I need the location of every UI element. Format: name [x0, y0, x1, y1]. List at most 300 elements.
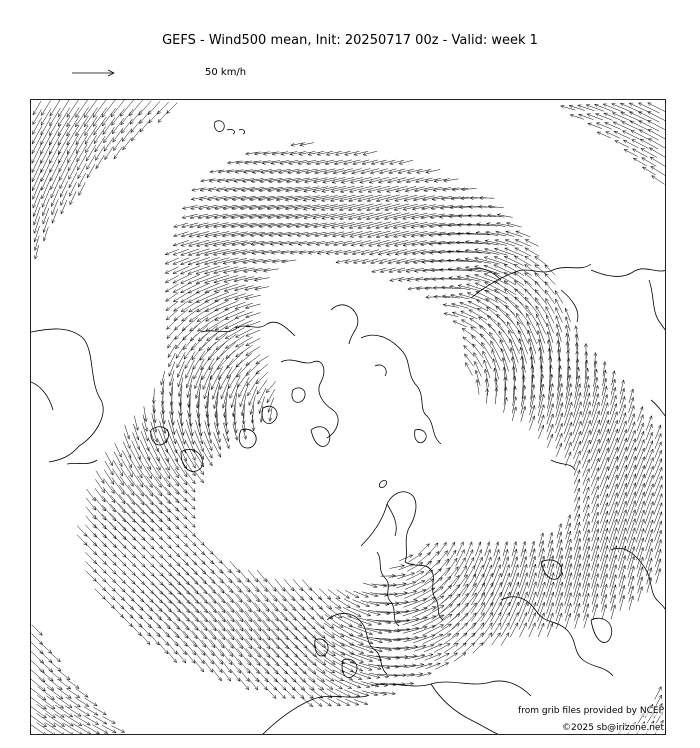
wind-vector: [290, 612, 306, 629]
wind-vector: [335, 689, 350, 697]
wind-vector: [31, 677, 46, 691]
wind-vector: [149, 111, 160, 123]
wind-vector: [377, 186, 398, 192]
wind-vector: [146, 495, 162, 513]
wind-vector: [583, 487, 589, 503]
wind-vector: [525, 248, 539, 256]
wind-vector: [637, 557, 643, 577]
wind-vector-head: [652, 176, 656, 179]
wind-vector-head: [329, 686, 333, 689]
wind-vector: [165, 284, 178, 292]
wind-vector: [515, 240, 530, 247]
wind-vector-head: [86, 157, 89, 161]
wind-vector: [641, 148, 657, 157]
wind-vector: [510, 602, 519, 622]
wind-vector: [245, 602, 260, 621]
wind-vector-head: [84, 694, 88, 697]
wind-vector: [473, 643, 483, 654]
wind-vector-head: [52, 723, 56, 726]
wind-vector-head: [248, 392, 251, 396]
wind-vector: [538, 415, 544, 431]
wind-vector-head: [76, 150, 79, 154]
wind-vector-head: [328, 703, 332, 706]
wind-vector: [212, 669, 221, 681]
wind-vector: [268, 398, 273, 413]
wind-vector: [628, 406, 634, 423]
wind-vector: [601, 584, 606, 604]
wind-vector-head: [175, 466, 178, 470]
wind-vector: [309, 605, 324, 619]
wind-vector: [272, 620, 289, 640]
wind-vector: [465, 354, 474, 366]
wind-vector: [282, 604, 296, 621]
wind-vector: [77, 144, 87, 162]
wind-vector: [642, 158, 657, 167]
wind-vector: [174, 309, 188, 320]
wind-vector: [596, 114, 613, 121]
wind-vector: [435, 663, 448, 669]
wind-vector: [444, 567, 459, 586]
wind-vector: [515, 248, 531, 256]
wind-vector: [645, 441, 652, 460]
wind-vector: [592, 495, 599, 513]
wind-vector: [110, 513, 126, 531]
wind-vector: [209, 620, 225, 639]
wind-vector-head: [418, 554, 422, 557]
wind-vector: [592, 477, 599, 495]
wind-vector: [592, 512, 598, 532]
wind-vector: [586, 105, 604, 111]
wind-vector: [104, 478, 115, 493]
wind-vector: [516, 231, 530, 237]
wind-vector: [155, 514, 170, 530]
wind-vector: [565, 547, 571, 569]
wind-vector: [600, 503, 607, 524]
wind-vector: [147, 604, 162, 620]
wind-vector-head: [651, 166, 655, 169]
wind-vector: [610, 404, 617, 425]
wind-vector: [502, 549, 507, 566]
wind-vector-head: [167, 475, 170, 479]
wind-vector-head: [546, 298, 549, 302]
wind-vector-head: [225, 345, 229, 348]
wind-vector: [350, 617, 371, 625]
wind-vector: [209, 179, 225, 181]
wind-vector: [92, 725, 108, 734]
wind-vector-head: [454, 643, 458, 646]
wind-vector: [529, 623, 535, 637]
wind-vector: [301, 697, 312, 706]
wind-vector-head: [110, 471, 113, 475]
wind-vector: [290, 668, 305, 682]
wind-vector-head: [184, 473, 187, 477]
wind-vector: [298, 658, 316, 673]
wind-vector-head: [43, 732, 47, 735]
wind-vector: [174, 622, 188, 639]
wind-vector-head: [76, 694, 80, 697]
wind-vector: [221, 669, 231, 681]
wind-vector: [185, 351, 195, 368]
wind-vectors: [31, 100, 666, 735]
wind-vector: [652, 176, 665, 185]
wind-vector: [164, 603, 180, 621]
wind-vector: [264, 658, 278, 674]
wind-vector: [77, 526, 87, 537]
wind-vector-head: [70, 723, 74, 726]
wind-vector: [477, 380, 479, 395]
wind-vector-head: [236, 344, 240, 347]
wind-vector: [583, 496, 589, 512]
wind-vector-head: [79, 732, 83, 735]
wind-vector: [194, 660, 203, 672]
wind-vector: [133, 432, 140, 449]
wind-vector: [177, 352, 185, 368]
wind-vector: [114, 451, 122, 466]
wind-vector: [263, 611, 279, 630]
wind-vector: [556, 613, 561, 629]
wind-vector: [556, 592, 563, 613]
wind-vector: [575, 497, 580, 511]
wind-vector-head: [202, 376, 205, 380]
wind-vector: [201, 569, 215, 584]
wind-vector: [574, 603, 579, 620]
wind-vector-head: [498, 613, 501, 617]
wind-vector: [83, 716, 98, 725]
wind-vector: [76, 125, 88, 144]
wind-vector-head: [149, 484, 152, 488]
wind-vector-head: [462, 328, 466, 331]
wind-vector: [31, 704, 47, 718]
wind-vector: [181, 258, 200, 265]
wind-vector: [519, 613, 527, 630]
wind-vector: [136, 513, 154, 532]
wind-vector: [445, 558, 457, 576]
wind-vector-head: [60, 714, 64, 717]
wind-vector: [204, 452, 212, 466]
wind-vector: [121, 459, 132, 477]
wind-vector: [413, 635, 435, 643]
wind-vector: [200, 621, 215, 640]
wind-vector: [188, 283, 210, 293]
wind-vector: [280, 242, 299, 245]
wind-vector: [239, 678, 249, 690]
wind-vector-head: [113, 147, 116, 151]
wind-vector: [173, 567, 190, 585]
wind-vector: [649, 148, 666, 158]
wind-vector: [66, 697, 81, 707]
wind-vector-head: [498, 323, 501, 327]
wind-vector: [655, 540, 661, 559]
wind-vector: [299, 668, 315, 682]
wind-vector: [85, 126, 97, 144]
wind-vector-head: [41, 112, 44, 116]
wind-vector-head: [206, 328, 210, 331]
wind-vector: [173, 284, 189, 293]
wind-vector: [64, 723, 83, 735]
wind-vector: [547, 548, 553, 568]
wind-vector-head: [555, 291, 558, 295]
wind-vector-head: [189, 309, 193, 312]
wind-vector: [154, 576, 172, 595]
wind-vector: [637, 415, 643, 432]
wind-vector: [315, 659, 334, 673]
wind-vector: [173, 240, 189, 245]
wind-vector: [201, 577, 216, 594]
wind-vector-head: [448, 624, 452, 627]
wind-vector: [654, 459, 661, 478]
wind-vector: [182, 585, 199, 604]
wind-vector: [191, 593, 208, 613]
wind-vector: [200, 602, 217, 622]
wind-vector-head: [642, 167, 646, 170]
wind-vector: [574, 460, 580, 475]
wind-vector: [35, 226, 40, 242]
wind-vector: [212, 553, 222, 564]
wind-vector: [263, 152, 279, 154]
wind-vector: [94, 497, 105, 511]
wind-vector: [655, 549, 660, 567]
wind-vector: [132, 441, 141, 460]
wind-vector: [282, 668, 296, 682]
wind-vector: [600, 494, 607, 515]
wind-vector: [397, 573, 414, 579]
wind-vector: [646, 558, 651, 576]
wind-vector-head: [176, 355, 179, 359]
wind-vector: [185, 508, 195, 519]
wind-vector: [515, 256, 532, 266]
wind-vector: [173, 612, 188, 630]
wind-vector-head: [181, 299, 185, 302]
wind-vector: [178, 361, 185, 378]
wind-vector: [636, 457, 645, 480]
wind-vector: [623, 131, 640, 139]
wind-vector: [77, 154, 86, 171]
wind-vector: [623, 140, 638, 148]
wind-vector-head: [477, 300, 481, 303]
reference-speed-label: 50 km/h: [205, 67, 247, 78]
wind-vector: [281, 251, 297, 253]
wind-vector: [158, 642, 168, 654]
wind-vector-head: [470, 318, 474, 321]
wind-vector: [256, 372, 268, 384]
wind-vector-head: [490, 602, 493, 606]
wind-vector-head: [478, 308, 482, 311]
wind-vector: [306, 631, 325, 648]
wind-vector: [396, 582, 415, 588]
wind-vector: [538, 425, 543, 439]
wind-vector: [235, 312, 252, 318]
wind-vector: [538, 556, 544, 578]
wind-vector: [68, 153, 78, 171]
wind-vector: [564, 422, 571, 442]
wind-vector: [146, 476, 162, 496]
wind-vector: [58, 670, 70, 680]
wind-vector: [257, 678, 268, 690]
wind-vector: [146, 513, 163, 531]
wind-vector: [443, 188, 460, 190]
wind-vector: [167, 103, 178, 114]
wind-vector: [112, 469, 123, 486]
wind-vector: [481, 592, 493, 613]
wind-vector: [646, 529, 653, 551]
wind-vector: [510, 613, 518, 630]
wind-vector: [238, 659, 250, 674]
wind-vector: [254, 611, 270, 631]
wind-vector: [201, 630, 215, 648]
wind-vector-head: [140, 483, 143, 487]
wind-vector: [500, 340, 510, 363]
wind-vector: [433, 188, 451, 191]
wind-vector: [236, 602, 251, 622]
wind-vector: [263, 260, 280, 263]
wind-vector: [466, 363, 473, 376]
wind-vector: [249, 387, 257, 406]
wind-vector-head: [58, 123, 61, 127]
wind-vector: [33, 101, 41, 115]
wind-vector: [591, 468, 598, 487]
wind-vector: [191, 334, 207, 351]
wind-vector: [182, 612, 198, 631]
wind-vector: [209, 602, 225, 622]
wind-vector: [514, 273, 532, 286]
wind-vector: [220, 367, 233, 390]
wind-vector: [619, 575, 624, 595]
wind-vector: [31, 633, 42, 644]
wind-vector: [75, 706, 90, 716]
wind-vector-head: [454, 653, 458, 656]
wind-vector-head: [209, 462, 212, 466]
wind-vector: [111, 486, 125, 504]
wind-vector: [414, 645, 434, 652]
wind-vector: [156, 613, 170, 629]
wind-vector: [326, 606, 342, 618]
wind-vector-head: [514, 264, 518, 267]
wind-vector: [65, 706, 81, 717]
wind-vector-head: [103, 712, 107, 715]
wind-vector: [510, 623, 518, 638]
wind-vector: [183, 551, 196, 565]
wind-vector: [131, 129, 140, 141]
wind-vector: [234, 179, 254, 182]
wind-vector: [289, 242, 307, 245]
wind-vector-head: [158, 484, 161, 488]
wind-vector-head: [77, 166, 80, 170]
wind-vector: [237, 594, 251, 612]
wind-vector: [587, 114, 603, 120]
wind-vector-head: [77, 158, 80, 162]
wind-vector-head: [94, 140, 97, 144]
wind-vector: [172, 593, 189, 612]
wind-vector: [547, 603, 553, 622]
wind-vector: [254, 639, 270, 658]
wind-vector: [155, 594, 172, 612]
wind-vector: [112, 118, 124, 134]
wind-vector: [51, 190, 58, 207]
wind-vector: [76, 689, 88, 697]
wind-vector-head: [78, 722, 82, 725]
wind-vector-head: [165, 289, 169, 292]
wind-vector-head: [192, 472, 195, 476]
wind-vector-head: [506, 633, 509, 637]
wind-vector: [432, 586, 451, 603]
wind-vector: [246, 648, 260, 665]
wind-vector-head: [68, 704, 72, 707]
wind-vector: [487, 315, 504, 332]
wind-vector: [245, 161, 262, 163]
wind-vector: [487, 389, 488, 404]
wind-vector: [59, 162, 68, 181]
wind-vector: [172, 576, 189, 595]
wind-vector: [131, 624, 141, 635]
wind-vector-head: [649, 148, 653, 151]
wind-vector: [32, 126, 42, 144]
wind-vector: [165, 613, 180, 630]
wind-vector: [612, 113, 631, 121]
wind-vector: [547, 414, 553, 432]
wind-vector: [267, 389, 275, 402]
wind-vector: [578, 105, 595, 111]
wind-vector: [57, 688, 72, 699]
wind-vector-head: [76, 114, 79, 118]
wind-vector: [221, 561, 231, 573]
wind-vector: [248, 570, 258, 582]
wind-vector-head: [474, 353, 477, 357]
wind-vector: [173, 603, 190, 622]
wind-vector: [86, 145, 96, 161]
wind-vector: [137, 476, 153, 497]
wind-vector: [556, 603, 562, 622]
wind-vector-head: [87, 731, 91, 734]
wind-vector-head: [139, 474, 142, 478]
wind-vector: [213, 443, 220, 457]
wind-vector: [255, 603, 270, 622]
wind-vector-head: [462, 558, 465, 562]
wind-vector: [193, 641, 205, 656]
wind-vector: [164, 558, 181, 575]
wind-vector: [256, 668, 268, 682]
wind-vector: [95, 136, 105, 152]
wind-vector-head: [86, 713, 90, 716]
wind-vector: [76, 100, 89, 117]
wind-vector: [55, 714, 74, 726]
wind-vector: [69, 172, 77, 188]
wind-vector: [194, 535, 204, 546]
wind-vector: [140, 120, 150, 132]
wind-vector-head: [469, 310, 473, 313]
wind-vector: [34, 207, 40, 225]
wind-vector-head: [516, 313, 519, 317]
wind-vector-head: [225, 336, 229, 339]
copyright-credit: ©2025 sb@irizone.net: [562, 723, 664, 733]
data-credit: from grib files provided by NCEP: [518, 706, 664, 716]
wind-vector-head: [525, 248, 529, 251]
wind-vector: [41, 109, 51, 126]
wind-vector: [280, 639, 297, 658]
wind-vector: [538, 623, 544, 637]
wind-vector: [255, 594, 269, 611]
wind-vector: [198, 325, 218, 341]
wind-vector: [253, 161, 270, 164]
wind-vector: [545, 273, 555, 284]
wind-vector: [200, 593, 216, 612]
wind-vector: [128, 586, 143, 602]
wind-vector-head: [490, 332, 493, 336]
wind-vector-head: [52, 715, 56, 718]
wind-vector: [236, 161, 252, 163]
wind-vector: [583, 505, 589, 522]
wind-vector: [119, 485, 134, 504]
wind-vector: [525, 289, 539, 305]
